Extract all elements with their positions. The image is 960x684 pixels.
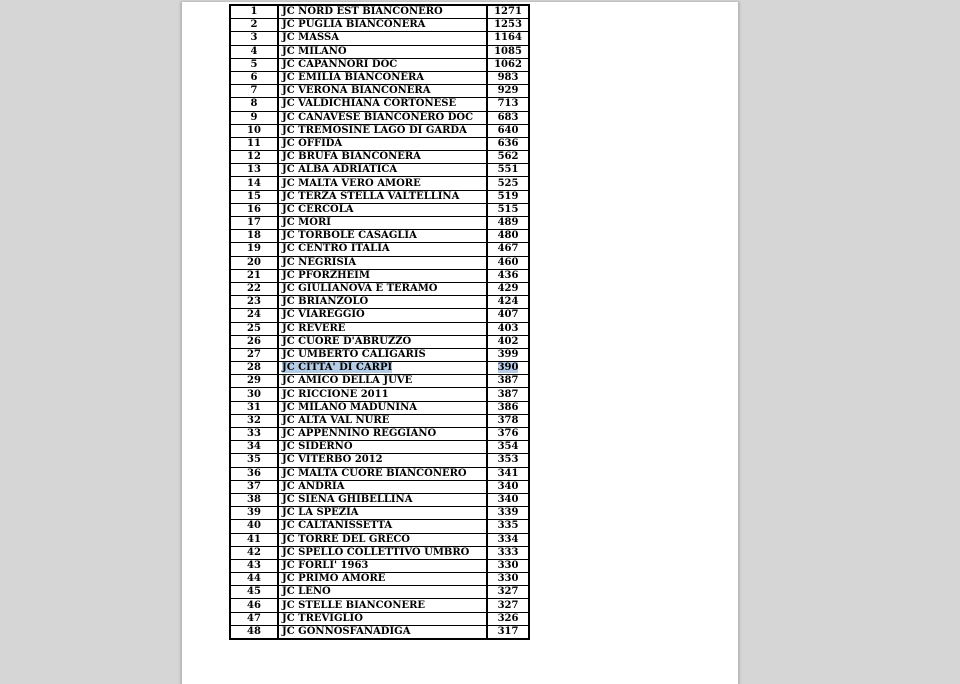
club-name-text: JC MORI xyxy=(282,217,331,229)
rank-cell: 33 xyxy=(230,428,278,441)
points-text: 1271 xyxy=(494,6,522,18)
club-name-cell xyxy=(278,414,487,427)
club-name-text: JC VITERBO 2012 xyxy=(282,454,383,466)
club-name-text: JC SIENA GHIBELLINA xyxy=(282,494,413,506)
table-row xyxy=(230,45,529,58)
rank-cell: 42 xyxy=(230,546,278,559)
table-row xyxy=(230,375,529,388)
points-cell xyxy=(487,296,529,309)
rank-cell: 17 xyxy=(230,217,278,230)
table-row xyxy=(230,335,529,348)
club-name-cell xyxy=(278,98,487,111)
points-cell xyxy=(487,85,529,98)
rank-cell: 7 xyxy=(230,85,278,98)
club-name-text: JC TORBOLE CASAGLIA xyxy=(282,230,417,242)
rank-cell: 20 xyxy=(230,256,278,269)
club-name-cell xyxy=(278,375,487,388)
rank-cell: 21 xyxy=(230,269,278,282)
points-text: 1062 xyxy=(494,58,522,70)
rank-cell: 10 xyxy=(230,124,278,137)
club-name-cell xyxy=(278,401,487,414)
table-row xyxy=(230,507,529,520)
points-text: 515 xyxy=(497,203,519,215)
ranking-table-body xyxy=(230,5,529,639)
rank-cell: 4 xyxy=(230,45,278,58)
rank-cell: 2 xyxy=(230,19,278,32)
club-name-text: JC SPELLO COLLETTIVO UMBRO xyxy=(282,546,470,558)
club-name-text: JC GONNOSFANADIGA xyxy=(282,625,411,637)
club-name-text: JC PUGLIA BIANCONERA xyxy=(282,19,426,31)
points-text: 429 xyxy=(497,283,519,295)
rank-cell: 9 xyxy=(230,111,278,124)
club-name-text: JC LA SPEZIA xyxy=(282,507,359,519)
rank-cell: 48 xyxy=(230,625,278,639)
points-cell xyxy=(487,480,529,493)
points-cell xyxy=(487,546,529,559)
club-name-cell xyxy=(278,124,487,137)
club-name-cell xyxy=(278,190,487,203)
rank-cell: 45 xyxy=(230,586,278,599)
rank-cell: 8 xyxy=(230,98,278,111)
table-row xyxy=(230,480,529,493)
rank-cell: 46 xyxy=(230,599,278,612)
points-cell xyxy=(487,388,529,401)
club-name-cell xyxy=(278,467,487,480)
table-row xyxy=(230,217,529,230)
rank-cell: 23 xyxy=(230,296,278,309)
points-cell xyxy=(487,203,529,216)
club-name-cell xyxy=(278,533,487,546)
points-text: 390 xyxy=(497,362,519,374)
table-row xyxy=(230,322,529,335)
club-name-text: JC MASSA xyxy=(282,32,339,44)
points-cell xyxy=(487,401,529,414)
document-page xyxy=(181,2,739,684)
points-cell xyxy=(487,467,529,480)
club-name-text: JC RICCIONE 2011 xyxy=(282,388,389,400)
club-name-text: JC CANAVESE BIANCONERO DOC xyxy=(282,111,474,123)
rank-cell: 32 xyxy=(230,414,278,427)
points-text: 330 xyxy=(497,573,519,585)
club-name-text: JC AMICO DELLA JUVE xyxy=(282,375,413,387)
rank-cell: 13 xyxy=(230,164,278,177)
club-name-text: JC CITTA' DI CARPI xyxy=(282,362,393,374)
table-row xyxy=(230,111,529,124)
club-name-text: JC LENO xyxy=(282,586,331,598)
points-text: 640 xyxy=(497,124,519,136)
table-row xyxy=(230,546,529,559)
points-cell xyxy=(487,507,529,520)
club-name-cell xyxy=(278,137,487,150)
ranking-table xyxy=(229,4,530,640)
club-name-text: JC PRIMO AMORE xyxy=(282,573,386,585)
points-cell xyxy=(487,612,529,625)
club-name-text: JC MALTA VERO AMORE xyxy=(282,177,421,189)
points-text: 403 xyxy=(497,322,519,334)
rank-cell: 31 xyxy=(230,401,278,414)
points-cell xyxy=(487,625,529,639)
points-text: 436 xyxy=(497,269,519,281)
club-name-cell xyxy=(278,177,487,190)
club-name-text: JC VIAREGGIO xyxy=(282,309,365,321)
club-name-cell xyxy=(278,5,487,19)
points-cell xyxy=(487,98,529,111)
club-name-cell xyxy=(278,164,487,177)
rank-cell: 28 xyxy=(230,362,278,375)
rank-cell: 30 xyxy=(230,388,278,401)
table-row xyxy=(230,441,529,454)
points-cell xyxy=(487,111,529,124)
rank-cell: 40 xyxy=(230,520,278,533)
club-name-cell xyxy=(278,269,487,282)
club-name-cell xyxy=(278,546,487,559)
points-cell xyxy=(487,124,529,137)
points-text: 683 xyxy=(497,111,519,123)
rank-cell: 6 xyxy=(230,71,278,84)
table-row xyxy=(230,58,529,71)
club-name-cell xyxy=(278,507,487,520)
club-name-cell xyxy=(278,520,487,533)
points-text: 562 xyxy=(497,151,519,163)
points-cell xyxy=(487,533,529,546)
points-text: 387 xyxy=(497,388,519,400)
table-row xyxy=(230,493,529,506)
points-cell xyxy=(487,454,529,467)
points-text: 1253 xyxy=(494,19,522,31)
points-cell xyxy=(487,362,529,375)
club-name-text: JC STELLE BIANCONERE xyxy=(282,599,426,611)
table-row xyxy=(230,309,529,322)
rank-cell: 15 xyxy=(230,190,278,203)
club-name-cell xyxy=(278,441,487,454)
points-text: 327 xyxy=(497,599,519,611)
rank-cell: 16 xyxy=(230,203,278,216)
points-text: 407 xyxy=(497,309,519,321)
table-row xyxy=(230,282,529,295)
rank-cell: 29 xyxy=(230,375,278,388)
club-name-cell xyxy=(278,111,487,124)
club-name-cell xyxy=(278,573,487,586)
club-name-text: JC BRIANZOLO xyxy=(282,296,369,308)
points-cell xyxy=(487,32,529,45)
table-row xyxy=(230,203,529,216)
rank-cell: 47 xyxy=(230,612,278,625)
club-name-text: JC VERONA BIANCONERA xyxy=(282,85,431,97)
points-text: 929 xyxy=(497,85,519,97)
club-name-cell xyxy=(278,454,487,467)
table-row xyxy=(230,5,529,19)
club-name-text: JC ALBA ADRIATICA xyxy=(282,164,398,176)
club-name-cell xyxy=(278,243,487,256)
table-row xyxy=(230,269,529,282)
table-row xyxy=(230,256,529,269)
club-name-cell xyxy=(278,203,487,216)
table-row xyxy=(230,137,529,150)
points-cell xyxy=(487,586,529,599)
club-name-text: JC REVERE xyxy=(282,322,346,334)
rank-cell: 34 xyxy=(230,441,278,454)
points-text: 376 xyxy=(497,428,519,440)
club-name-cell xyxy=(278,335,487,348)
club-name-cell xyxy=(278,32,487,45)
points-cell xyxy=(487,282,529,295)
rank-cell: 35 xyxy=(230,454,278,467)
club-name-cell xyxy=(278,428,487,441)
table-row xyxy=(230,625,529,639)
points-text: 378 xyxy=(497,414,519,426)
club-name-cell xyxy=(278,309,487,322)
points-text: 480 xyxy=(497,230,519,242)
points-text: 340 xyxy=(497,494,519,506)
points-cell xyxy=(487,177,529,190)
table-row xyxy=(230,520,529,533)
table-row xyxy=(230,533,529,546)
rank-cell: 5 xyxy=(230,58,278,71)
rank-cell: 43 xyxy=(230,559,278,572)
points-text: 335 xyxy=(497,520,519,532)
table-row xyxy=(230,151,529,164)
table-row xyxy=(230,19,529,32)
points-cell xyxy=(487,322,529,335)
table-row xyxy=(230,467,529,480)
club-name-cell xyxy=(278,217,487,230)
club-name-text: JC MILANO MADUNINA xyxy=(282,401,417,413)
club-name-text: JC TREMOSINE LAGO DI GARDA xyxy=(282,124,467,136)
club-name-text: JC CUORE D'ABRUZZO xyxy=(282,335,412,347)
points-cell xyxy=(487,151,529,164)
club-name-cell xyxy=(278,58,487,71)
rank-cell: 18 xyxy=(230,230,278,243)
club-name-text: JC APPENNINO REGGIANO xyxy=(282,428,437,440)
points-text: 334 xyxy=(497,533,519,545)
points-text: 525 xyxy=(497,177,519,189)
club-name-text: JC TREVIGLIO xyxy=(282,612,363,624)
table-row xyxy=(230,428,529,441)
points-cell xyxy=(487,58,529,71)
table-row xyxy=(230,612,529,625)
club-name-text: JC CERCOLA xyxy=(282,203,354,215)
points-text: 341 xyxy=(497,467,519,479)
points-cell xyxy=(487,5,529,19)
rank-cell: 25 xyxy=(230,322,278,335)
table-row xyxy=(230,190,529,203)
points-text: 489 xyxy=(497,217,519,229)
points-cell xyxy=(487,348,529,361)
club-name-cell xyxy=(278,230,487,243)
table-row xyxy=(230,414,529,427)
club-name-cell xyxy=(278,85,487,98)
points-cell xyxy=(487,190,529,203)
points-cell xyxy=(487,428,529,441)
rank-cell: 12 xyxy=(230,151,278,164)
club-name-text: JC ALTA VAL NURE xyxy=(282,414,390,426)
points-text: 333 xyxy=(497,546,519,558)
points-cell xyxy=(487,375,529,388)
points-text: 1085 xyxy=(494,45,522,57)
club-name-cell xyxy=(278,480,487,493)
club-name-text: JC PFORZHEIM xyxy=(282,269,370,281)
points-cell xyxy=(487,137,529,150)
points-text: 317 xyxy=(497,625,519,637)
club-name-text: JC CAPANNORI DOC xyxy=(282,58,398,70)
points-cell xyxy=(487,19,529,32)
rank-cell: 27 xyxy=(230,348,278,361)
rank-cell: 1 xyxy=(230,5,278,19)
table-row xyxy=(230,348,529,361)
points-text: 1164 xyxy=(494,32,522,44)
points-cell xyxy=(487,441,529,454)
points-text: 402 xyxy=(497,335,519,347)
table-row xyxy=(230,401,529,414)
club-name-text: JC GIULIANOVA E TERAMO xyxy=(282,283,438,295)
club-name-text: JC TORRE DEL GRECO xyxy=(282,533,410,545)
table-row xyxy=(230,454,529,467)
points-text: 387 xyxy=(497,375,519,387)
rank-cell: 36 xyxy=(230,467,278,480)
club-name-text: JC NORD EST BIANCONERO xyxy=(282,6,443,18)
club-name-cell xyxy=(278,348,487,361)
table-row xyxy=(230,85,529,98)
table-row xyxy=(230,599,529,612)
club-name-text: JC VALDICHIANA CORTONESE xyxy=(282,98,457,110)
points-text: 399 xyxy=(497,348,519,360)
points-text: 330 xyxy=(497,559,519,571)
points-text: 354 xyxy=(497,441,519,453)
points-text: 460 xyxy=(497,256,519,268)
points-cell xyxy=(487,520,529,533)
club-name-cell xyxy=(278,599,487,612)
club-name-text: JC UMBERTO CALIGARIS xyxy=(282,348,426,360)
table-row xyxy=(230,573,529,586)
rank-cell: 41 xyxy=(230,533,278,546)
points-text: 636 xyxy=(497,137,519,149)
club-name-text: JC BRUFA BIANCONERA xyxy=(282,151,421,163)
table-row xyxy=(230,243,529,256)
table-row xyxy=(230,71,529,84)
points-text: 551 xyxy=(497,164,519,176)
points-text: 713 xyxy=(497,98,519,110)
rank-cell: 37 xyxy=(230,480,278,493)
rank-cell: 3 xyxy=(230,32,278,45)
club-name-text: JC TERZA STELLA VALTELLINA xyxy=(282,190,460,202)
club-name-cell xyxy=(278,151,487,164)
club-name-text: JC SIDERNO xyxy=(282,441,353,453)
points-text: 353 xyxy=(497,454,519,466)
points-cell xyxy=(487,71,529,84)
club-name-cell xyxy=(278,612,487,625)
points-text: 339 xyxy=(497,507,519,519)
club-name-cell xyxy=(278,282,487,295)
points-cell xyxy=(487,493,529,506)
club-name-cell xyxy=(278,388,487,401)
rank-cell: 14 xyxy=(230,177,278,190)
rank-cell: 22 xyxy=(230,282,278,295)
club-name-cell xyxy=(278,586,487,599)
table-row xyxy=(230,586,529,599)
club-name-text: JC CENTRO ITALIA xyxy=(282,243,390,255)
points-cell xyxy=(487,45,529,58)
table-row xyxy=(230,124,529,137)
rank-cell: 24 xyxy=(230,309,278,322)
table-row xyxy=(230,32,529,45)
rank-cell: 26 xyxy=(230,335,278,348)
points-cell xyxy=(487,230,529,243)
club-name-cell xyxy=(278,493,487,506)
club-name-text: JC CALTANISSETTA xyxy=(282,520,393,532)
club-name-cell xyxy=(278,45,487,58)
points-cell xyxy=(487,269,529,282)
table-row xyxy=(230,230,529,243)
rank-cell: 19 xyxy=(230,243,278,256)
table-row xyxy=(230,296,529,309)
points-cell xyxy=(487,164,529,177)
club-name-cell xyxy=(278,256,487,269)
points-text: 467 xyxy=(497,243,519,255)
club-name-cell xyxy=(278,296,487,309)
table-row xyxy=(230,164,529,177)
points-text: 983 xyxy=(497,72,519,84)
club-name-cell xyxy=(278,362,487,375)
points-cell xyxy=(487,243,529,256)
points-cell xyxy=(487,573,529,586)
club-name-text: JC MALTA CUORE BIANCONERO xyxy=(282,467,467,479)
points-cell xyxy=(487,256,529,269)
table-row xyxy=(230,559,529,572)
club-name-text: JC OFFIDA xyxy=(282,137,343,149)
club-name-cell xyxy=(278,71,487,84)
points-text: 519 xyxy=(497,190,519,202)
rank-cell: 39 xyxy=(230,507,278,520)
table-row xyxy=(230,177,529,190)
rank-cell: 38 xyxy=(230,493,278,506)
points-cell xyxy=(487,559,529,572)
club-name-text: JC MILANO xyxy=(282,45,347,57)
club-name-cell xyxy=(278,19,487,32)
table-row xyxy=(230,362,529,375)
table-row xyxy=(230,98,529,111)
club-name-text: JC NEGRISIA xyxy=(282,256,357,268)
points-text: 424 xyxy=(497,296,519,308)
points-text: 340 xyxy=(497,480,519,492)
club-name-text: JC ANDRIA xyxy=(282,480,345,492)
club-name-text: JC FORLI' 1963 xyxy=(282,559,369,571)
points-cell xyxy=(487,217,529,230)
club-name-cell xyxy=(278,625,487,639)
points-text: 326 xyxy=(497,612,519,624)
points-cell xyxy=(487,414,529,427)
points-text: 386 xyxy=(497,401,519,413)
club-name-cell xyxy=(278,559,487,572)
points-cell xyxy=(487,309,529,322)
rank-cell: 11 xyxy=(230,137,278,150)
club-name-cell xyxy=(278,322,487,335)
points-cell xyxy=(487,599,529,612)
points-text: 327 xyxy=(497,586,519,598)
rank-cell: 44 xyxy=(230,573,278,586)
table-row xyxy=(230,388,529,401)
points-cell xyxy=(487,335,529,348)
club-name-text: JC EMILIA BIANCONERA xyxy=(282,72,425,84)
